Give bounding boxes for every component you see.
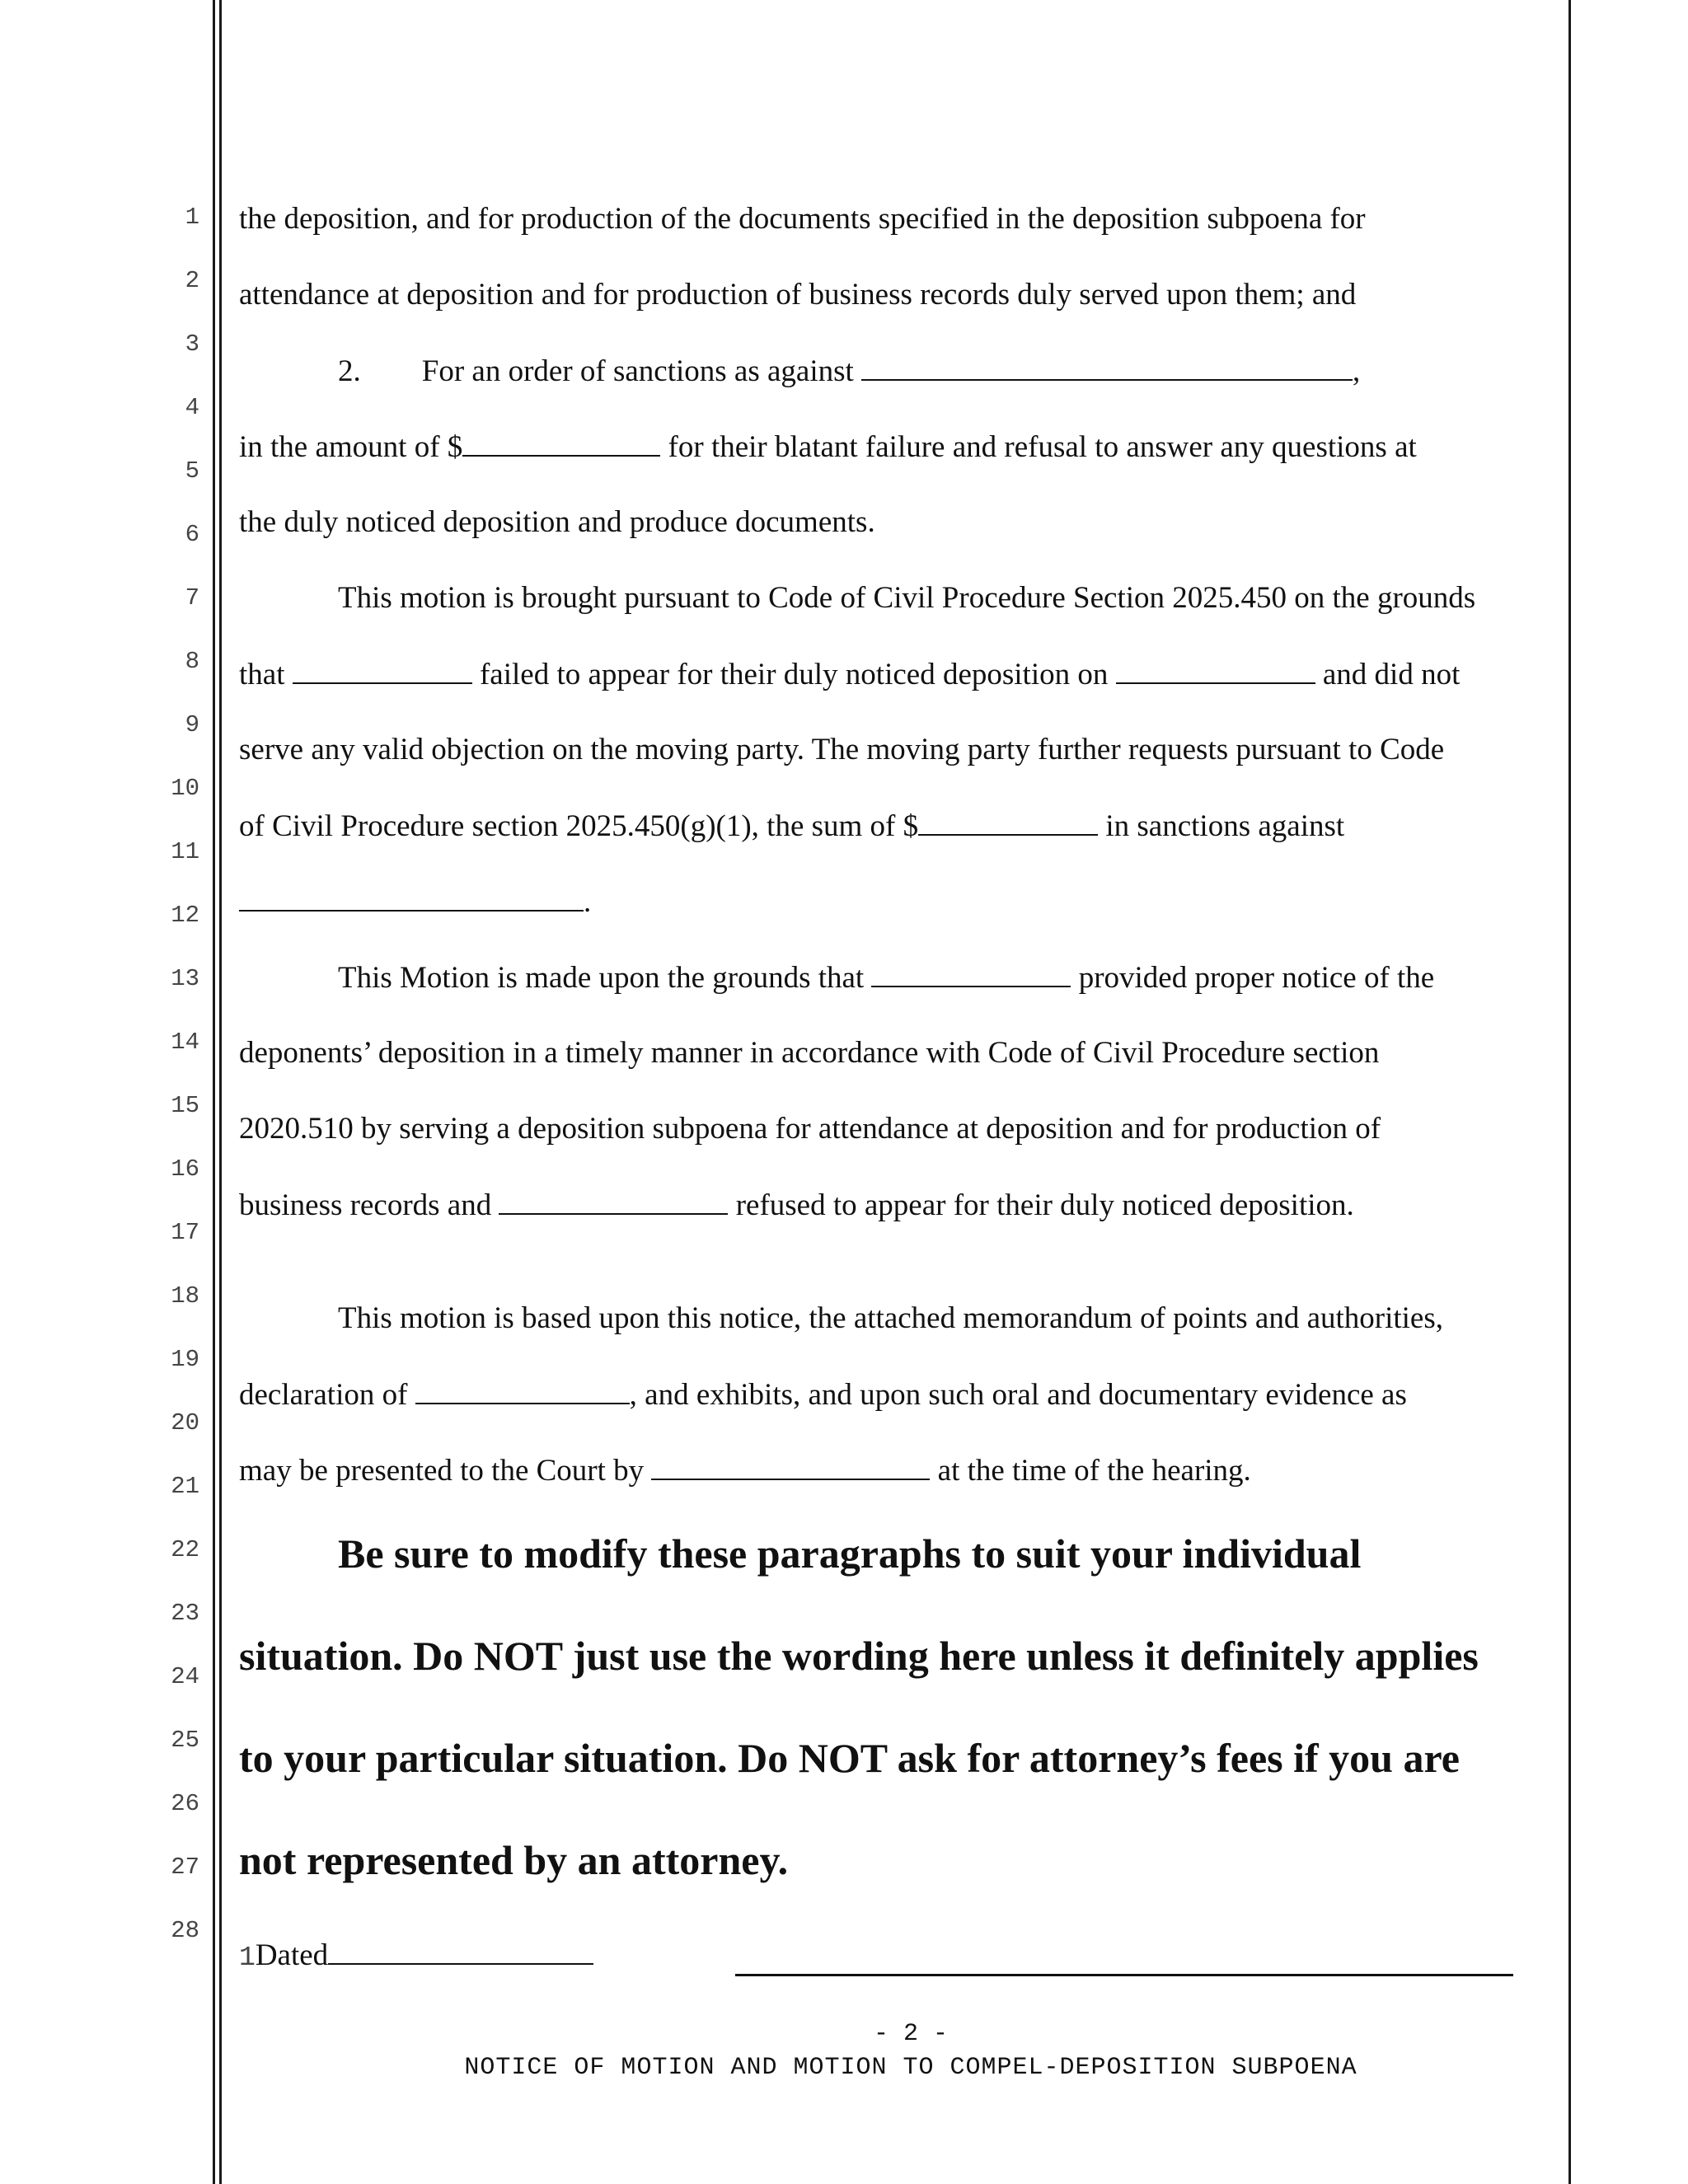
left-margin-rule-inner [219, 0, 222, 2184]
page-number: - 2 - [873, 2020, 948, 2048]
body-line [239, 1378, 1407, 1413]
warning-line: to your particular situation. Do NOT ask for attorney’s fees if you are [239, 1735, 1460, 1781]
footer-title: NOTICE OF MOTION AND MOTION TO COMPEL-DEPOSITION SUBPOENA [464, 2054, 1357, 2082]
body-text: at the time of the hearing. [937, 1454, 1251, 1488]
left-margin-rule-outer [213, 0, 215, 2184]
line-number: 20 [171, 1409, 199, 1436]
body-text: business records and [239, 1188, 492, 1222]
blank-field [239, 885, 584, 912]
line-number: 28 [171, 1917, 199, 1944]
body-text: , and exhibits, and upon such oral and documentary evidence as [629, 1378, 1407, 1412]
line-number: 21 [171, 1473, 199, 1500]
line-number: 23 [171, 1600, 199, 1627]
body-line: the deposition, and for production of the documents specified in the deposition subpoena for [239, 202, 1366, 236]
body-text: for their blatant failure and refusal to answer any questions at [668, 430, 1417, 464]
body-line [239, 658, 1460, 692]
dated-line [239, 1938, 593, 1973]
blank-field [871, 961, 1071, 987]
warning-line: not represented by an attorney. [239, 1837, 789, 1883]
line-number: 18 [171, 1282, 199, 1310]
line-number: 27 [171, 1854, 199, 1881]
body-line [338, 354, 1360, 389]
blank-field [499, 1188, 728, 1215]
body-text: . [584, 885, 592, 919]
signature-line [735, 1974, 1513, 1976]
body-line: serve any valid objection on the moving party. The moving party further requests pursuant to Code [239, 733, 1445, 766]
list-number: 2. [338, 354, 361, 388]
line-number: 7 [185, 584, 199, 612]
body-line [338, 961, 1434, 996]
body-text: and did not [1322, 658, 1461, 691]
body-text: of Civil Procedure section 2025.450(g)(1), the sum of $ [239, 809, 919, 843]
blank-field [415, 1378, 630, 1404]
line-number: 14 [171, 1029, 199, 1056]
line-number: 26 [171, 1790, 199, 1817]
line-number: 4 [185, 394, 199, 421]
blank-field [918, 809, 1098, 836]
body-line [239, 1188, 1354, 1223]
warning-line: Be sure to modify these paragraphs to suit your individual [338, 1530, 1362, 1577]
warning-line: situation. Do NOT just use the wording here unless it definitely applies [239, 1633, 1479, 1679]
line-marker: 1 [239, 1943, 256, 1973]
dated-label: Dated [255, 1938, 329, 1972]
date-blank [328, 1938, 593, 1965]
line-number: 3 [185, 330, 199, 358]
line-number: 10 [171, 775, 199, 802]
line-number: 11 [171, 838, 199, 865]
body-text: provided proper notice of the [1078, 961, 1435, 995]
right-margin-rule [1568, 0, 1571, 2184]
line-number: 25 [171, 1727, 199, 1754]
body-line [239, 885, 591, 920]
body-line: attendance at deposition and for production of business records duly served upon them; and [239, 278, 1357, 312]
line-number: 1 [185, 204, 199, 231]
line-number: 2 [185, 267, 199, 294]
body-text: may be presented to the Court by [239, 1454, 645, 1488]
body-line: deponents’ deposition in a timely manner in accordance with Code of Civil Procedure section [239, 1036, 1380, 1070]
line-number: 24 [171, 1663, 199, 1690]
blank-field [1116, 658, 1315, 684]
line-number: 19 [171, 1346, 199, 1373]
line-number: 16 [171, 1155, 199, 1183]
line-number: 5 [185, 457, 199, 485]
body-line: the duly noticed deposition and produce documents. [239, 505, 875, 539]
line-number: 13 [171, 965, 199, 992]
body-text: declaration of [239, 1378, 408, 1412]
body-line: 2020.510 by serving a deposition subpoena for attendance at deposition and for production of [239, 1112, 1381, 1146]
body-text: in the amount of $ [239, 430, 463, 464]
line-number: 17 [171, 1219, 199, 1246]
blank-field [651, 1454, 930, 1480]
line-number: 9 [185, 711, 199, 738]
body-text: that [239, 658, 285, 691]
line-number: 6 [185, 521, 199, 548]
blank-field [861, 354, 1353, 381]
blank-field [293, 658, 472, 684]
body-text: in sanctions against [1105, 809, 1345, 843]
body-line: This motion is based upon this notice, the attached memorandum of points and authorities, [338, 1301, 1443, 1335]
line-number: 12 [171, 902, 199, 929]
body-line: This motion is brought pursuant to Code of Civil Procedure Section 2025.450 on the grounds [338, 581, 1476, 615]
body-text: This Motion is made upon the grounds that [338, 961, 865, 995]
line-number: 15 [171, 1092, 199, 1119]
blank-field [462, 430, 660, 457]
body-line [239, 809, 1344, 844]
body-line [239, 1454, 1251, 1488]
line-number: 22 [171, 1536, 199, 1563]
body-line [239, 430, 1417, 465]
body-text: For an order of sanctions as against [421, 354, 854, 388]
body-text: failed to appear for their duly noticed deposition on [479, 658, 1109, 691]
body-text: refused to appear for their duly noticed deposition. [735, 1188, 1354, 1222]
body-text: , [1353, 354, 1361, 388]
line-number: 8 [185, 648, 199, 675]
